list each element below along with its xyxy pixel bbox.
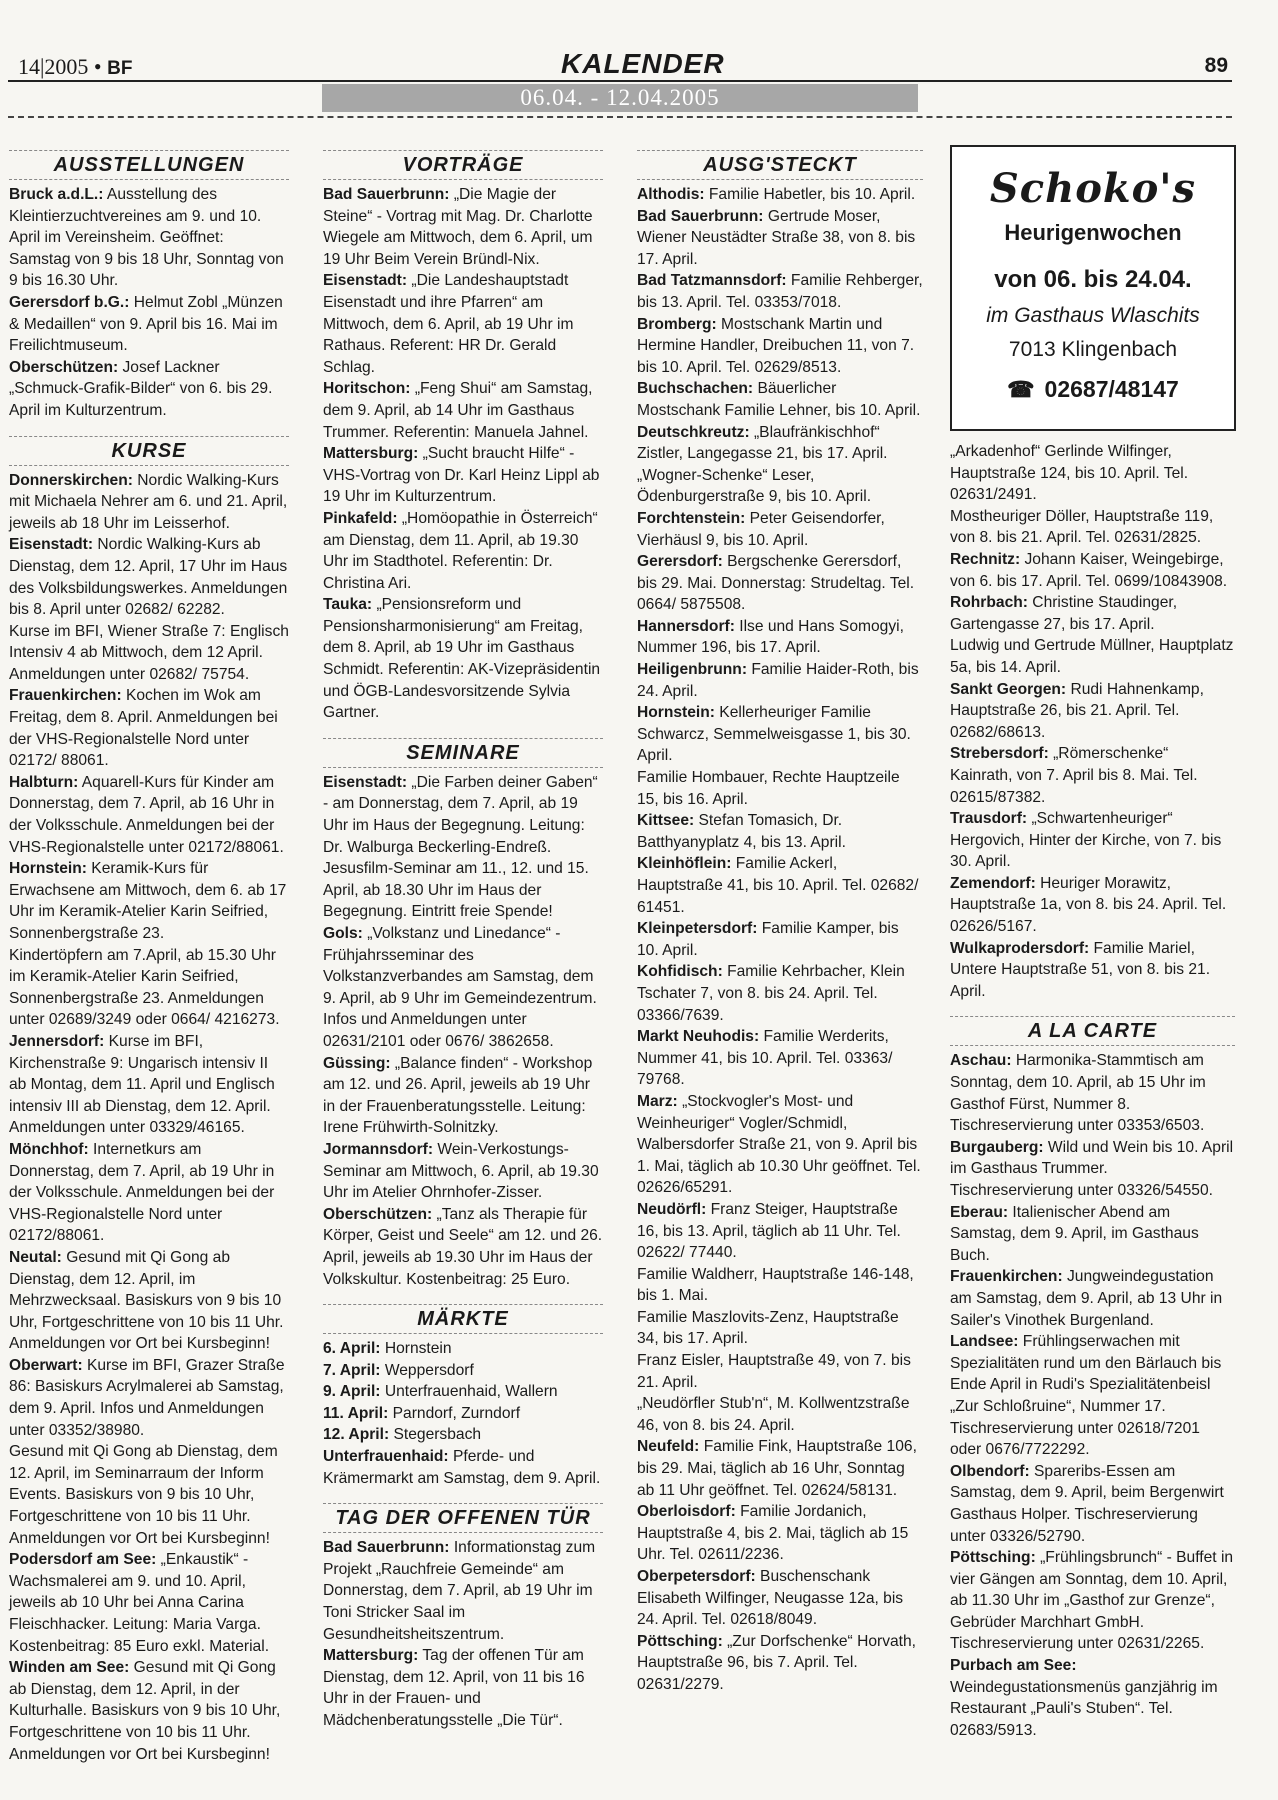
entry-location: Pinkafeld: — [323, 509, 398, 527]
entry-location: Forchtenstein: — [637, 509, 746, 527]
date-range: 06.04. - 12.04.2005 — [322, 84, 918, 112]
entry-text: „Zur Dorfschenke“ Horvath, Hauptstraße 96, bis 7. April. Tel. 02631/2279. — [637, 1632, 917, 1693]
entry-location: Markt Neuhodis: — [637, 1028, 760, 1046]
entry-text: Weindegustationsmenüs ganzjährig im Restaurant „Pauli's Stuben“. Tel. 02683/5913. — [950, 1678, 1218, 1739]
telephone-icon: ☎ — [1007, 377, 1035, 402]
entry-text: Unterfrauenhaid, Wallern — [380, 1383, 558, 1401]
entry-location: Kittsee: — [637, 812, 695, 830]
entry-text: Wein-Verkostungs-Seminar am Mittwoch, 6. April, ab 19.30 Uhr im Atelier Ohrnhofer-Zisser. — [323, 1140, 599, 1202]
entry-text: Franz Steiger, Hauptstraße 16, bis 13. April, täglich ab 11 Uhr. Tel. 02622/ 77440. — [637, 1200, 901, 1262]
entry-location: Purbach am See: — [950, 1657, 1077, 1675]
section-title: KALENDER — [561, 48, 725, 79]
entry-text: Johann Kaiser, Weingebirge, von 6. bis 17. April. Tel. 0699/10843908. — [950, 550, 1228, 590]
calendar-entry — [9, 1031, 289, 1139]
entry-location: Halbturn: — [9, 773, 79, 791]
entry-text: Gertrude Moser, Wiener Neustädter Straße 38, von 8. bis 17. April. — [637, 207, 916, 268]
calendar-entry — [323, 1139, 603, 1204]
calendar-entry — [9, 1441, 289, 1549]
calendar-entry — [637, 422, 923, 465]
calendar-entry — [637, 314, 923, 379]
entry-text: Buschenschank Elisabeth Wilfinger, Neugasse 12a, bis 24. April. Tel. 02618/8049. — [637, 1568, 904, 1629]
entry-location: Trausdorf: — [950, 810, 1028, 828]
entry-text: Familie Hombauer, Rechte Hauptzeile 15, bis 16. April. — [637, 769, 900, 808]
entry-location: Olbendorf: — [950, 1462, 1030, 1480]
ad-phone — [952, 376, 1234, 403]
entry-text: Italienischer Abend am Samstag, dem 9. April, im Gasthaus Buch. — [950, 1203, 1199, 1264]
calendar-entry — [950, 873, 1235, 938]
entry-location: Zemendorf: — [950, 874, 1036, 892]
calendar-entry — [637, 1436, 923, 1501]
entry-text: Keramik-Kurs für Erwachsene am Mittwoch, dem 6. ab 17 Uhr im Keramik-Atelier Karin Seifried, Sonnenbergstraße 23. — [9, 860, 287, 942]
entry-text: Informationstag zum Projekt „Rauchfreie Gemeinde“ am Donnerstag, dem 7. April, ab 19 Uhr im Toni Stricker Saal im Gesundheitsheitszentrum. — [323, 1539, 596, 1643]
entry-text: Familie Jordanich, Hauptstraße 4, bis 2. Mai, täglich ab 15 Uhr. Tel. 02611/2236. — [637, 1503, 909, 1564]
entry-location: Frauenkirchen: — [9, 687, 122, 705]
entry-text: „Die Magie der Steine“ - Vortrag mit Mag. Dr. Charlotte Wiegele am Mittwoch, dem 6. April, um 19 Uhr Beim Verein Bründl-Nix. — [323, 186, 593, 268]
entry-text: Stefan Tomasich, Dr. Batthyanyplatz 4, bis 13. April. — [637, 812, 846, 851]
entry-text: „Wogner-Schenke“ Leser, Ödenburgerstraße 9, bis 10. April. — [637, 466, 872, 506]
entry-text: Mostheuriger Döller, Hauptstraße 119, von 8. bis 21. April. Tel. 02631/2825. — [950, 507, 1214, 547]
column-1 — [9, 150, 289, 1765]
entry-text: Familie Haider-Roth, bis 24. April. — [637, 661, 919, 700]
calendar-entry — [637, 1566, 923, 1631]
entry-text: Familie Werderits, Nummer 41, bis 10. April. Tel. 03363/ 79768. — [637, 1028, 893, 1089]
calendar-entry — [323, 1204, 603, 1290]
entry-location: Oberschützen: — [9, 358, 119, 376]
entry-text: „Stockvogler's Most- und Weinheuriger“ Vogler/Schmidl, Walbersdorfer Straße 21, von 9. April bis 1. Mai, täglich ab 10.30 Uhr geöffnet. Tel. 02626/65291. — [637, 1092, 921, 1197]
calendar-entry — [9, 1139, 289, 1247]
calendar-entry — [637, 1091, 923, 1199]
entry-text: Stegersbach — [389, 1426, 482, 1444]
calendar-entry — [323, 1338, 603, 1360]
entry-text: Gesund mit Qi Gong ab Dienstag, dem 12. April, im Mehrzwecksaal. Basiskurs von 9 bis 10 Uhr, Fortgeschrittene von 10 bis 11 Uhr. Anmeldungen vor Ort bei Kursbeginn! — [9, 1248, 284, 1353]
entry-location: Eisenstadt: — [323, 272, 408, 290]
entry-text: Familie Waldherr, Hauptstraße 146-148, bis 1. Mai. — [637, 1265, 914, 1305]
calendar-entry — [950, 1547, 1235, 1655]
entry-text: „Frühlingsbrunch“ - Buffet in vier Gängen am Sonntag, dem 10. April, ab 11.30 Uhr im „Gasthof zur Grenze“, Gebrüder Marchhart GmbH. Tischreservierung unter 02631/2265. — [950, 1549, 1234, 1653]
entry-text: „Volkstanz und Linedance“ - Frühjahrsseminar des Volkstanzverbandes am Samstag, dem 9. April, ab 9 Uhr im Gemeindezentrum. Infos und Anmeldungen unter 02631/2101 oder 0676/ 3862658. — [323, 925, 597, 1050]
entry-location: 6. April: — [323, 1340, 381, 1358]
calendar-entry — [637, 702, 923, 767]
entry-location: Donnerskirchen: — [9, 471, 133, 489]
calendar-entry — [637, 1026, 923, 1091]
ad-headline: Heurigenwochen — [1004, 220, 1182, 245]
calendar-entry — [323, 184, 603, 270]
entry-text: „Die Farben deiner Gaben“ - am Donnerstag, dem 7. April, ab 19 Uhr im Haus der Begegnung. Leitung: Dr. Walburga Beckerling-Endreß. — [323, 773, 598, 856]
calendar-entry — [637, 1631, 923, 1696]
entry-text: Familie Mariel, Untere Hauptstraße 51, von 8. bis 21. April. — [950, 939, 1211, 1000]
entry-location: Jennersdorf: — [9, 1032, 105, 1050]
entry-text: Parndorf, Zurndorf — [388, 1404, 521, 1422]
column-3 — [637, 150, 923, 1696]
entry-location: Deutschkreutz: — [637, 423, 750, 441]
section-heading: AUSG'STECKT — [637, 150, 923, 180]
entry-text: Familie Rehberger, bis 13. April. Tel. 03353/7018. — [637, 272, 923, 311]
entry-location: Bad Sauerbrunn: — [323, 1539, 450, 1557]
entry-location: Horitschon: — [323, 380, 411, 398]
entry-text: Franz Eisler, Hauptstraße 49, von 7. bis 21. April. — [637, 1352, 911, 1391]
calendar-entry — [637, 1393, 923, 1436]
header-rule — [8, 80, 1232, 82]
calendar-entry — [9, 357, 289, 422]
calendar-entry — [637, 551, 923, 616]
calendar-entry — [950, 441, 1235, 506]
entry-text: Aquarell-Kurs für Kinder am Donnerstag, dem 7. April, ab 16 Uhr in der Volksschule. Anmeldungen bei der VHS-Regionalstelle unter 02172/88061. — [9, 773, 284, 856]
entry-location: Gols: — [323, 925, 363, 942]
entry-location: 11. April: — [323, 1404, 389, 1422]
entry-location: Pöttsching: — [637, 1632, 723, 1650]
entry-text: Hornstein — [380, 1340, 452, 1358]
entry-text: Nordic Walking-Kurs mit Michaela Nehrer am 6. und 21. April, jeweils ab 18 Uhr im Leisserhof. — [9, 471, 288, 532]
calendar-entry — [323, 772, 603, 858]
calendar-entry — [9, 534, 289, 620]
entry-text: Ludwig und Gertrude Müllner, Hauptplatz 5a, bis 14. April. — [950, 637, 1234, 676]
calendar-entry — [323, 443, 603, 508]
ad-logo: Schoko's — [989, 165, 1197, 212]
calendar-entry — [950, 808, 1235, 873]
column-4 — [950, 441, 1235, 1741]
entry-text: Heuriger Morawitz, Hauptstraße 1a, von 8. bis 24. April. Tel. 02626/5167. — [950, 874, 1227, 936]
entry-location: Rohrbach: — [950, 594, 1028, 612]
entry-text: Rudi Hahnenkamp, Hauptstraße 26, bis 21. April. Tel. 02682/68613. — [950, 680, 1204, 741]
entry-text: Familie Kamper, bis 10. April. — [637, 920, 899, 959]
entry-location: Rechnitz: — [950, 550, 1021, 568]
entry-location: Burgauberg: — [950, 1138, 1044, 1156]
calendar-entry — [950, 1202, 1235, 1267]
entry-text: Pferde- und Krämermarkt am Samstag, dem 9. April. — [323, 1448, 601, 1487]
entry-location: Heiligenbrunn: — [637, 661, 748, 679]
entry-text: Kellerheuriger Familie Schwarcz, Semmelweisgasse 1, bis 30. April. — [637, 704, 911, 765]
entry-location: Eisenstadt: — [323, 773, 408, 791]
entry-location: Mattersburg: — [323, 1647, 419, 1665]
entry-location: Oberloisdorf: — [637, 1503, 736, 1521]
issue-label: 14|2005 • BF — [18, 54, 133, 79]
entry-location: Güssing: — [323, 1054, 391, 1072]
calendar-entry — [9, 1355, 289, 1441]
calendar-entry — [9, 470, 289, 535]
entry-location: Oberwart: — [9, 1356, 83, 1374]
entry-location: Neutal: — [9, 1248, 62, 1266]
section-heading: TAG DER OFFENEN TÜR — [323, 1503, 603, 1533]
calendar-entry — [323, 1403, 603, 1425]
entry-location: Winden am See: — [9, 1659, 130, 1677]
calendar-entry — [323, 270, 603, 378]
entry-location: Podersdorf am See: — [9, 1551, 157, 1569]
entry-location: Frauenkirchen: — [950, 1268, 1063, 1286]
ad-phone-number: 02687/48147 — [1044, 376, 1179, 402]
entry-text: Kurse im BFI, Wiener Straße 7: Englisch Intensiv 4 ab Mittwoch, dem 12 April. Anmeldungen unter 02682/ 75754. — [9, 622, 289, 683]
calendar-entry — [9, 945, 289, 1031]
entry-text: Jesusfilm-Seminar am 11., 12. und 15. April, ab 18.30 Uhr im Haus der Begegnung. Eintritt freie Spende! — [323, 860, 589, 921]
calendar-entry — [9, 184, 289, 292]
entry-text: Kurse im BFI, Kirchenstraße 9: Ungarisch intensiv II ab Montag, dem 11. April und Englisch intensiv III ab Dienstag, dem 12. April. Anmeldungen unter 03329/46165. — [9, 1032, 275, 1137]
entry-text: Ausstellung des Kleintierzuchtvereines am 9. und 10. April im Vereinsheim. Geöffnet: Samstag von 9 bis 18 Uhr, Sonntag von 9 bis 16.30 Uhr. — [9, 186, 284, 290]
entry-location: Oberschützen: — [323, 1205, 433, 1223]
section-heading: KURSE — [9, 436, 289, 466]
entry-text: Jungweindegustation am Samstag, dem 9. April, ab 13 Uhr in Sailer's Vinothek Burgenland. — [950, 1268, 1223, 1329]
entry-location: Mönchhof: — [9, 1140, 89, 1158]
entry-location: Strebersdorf: — [950, 745, 1049, 763]
entry-location: Gerersdorf b.G.: — [9, 293, 130, 311]
entry-location: Bad Sauerbrunn: — [323, 186, 450, 203]
entry-text: Christine Staudinger, Gartengasse 27, bis 17. April. — [950, 594, 1178, 633]
calendar-entry — [950, 1461, 1235, 1547]
calendar-entry — [950, 679, 1235, 744]
entry-text: „Feng Shui“ am Samstag, dem 9. April, ab 14 Uhr im Gasthaus Trummer. Referentin: Manuela Jahnel. — [323, 380, 593, 441]
calendar-entry — [637, 508, 923, 551]
calendar-entry — [950, 506, 1235, 549]
entry-text: Kindertöpfern am 7.April, ab 15.30 Uhr im Keramik-Atelier Karin Seifried, Sonnenbergstraße 23. Anmeldungen unter 02689/3249 oder 0664/ 4216273. — [9, 946, 280, 1029]
entry-location: Tauka: — [323, 596, 373, 614]
section-heading: VORTRÄGE — [323, 150, 603, 180]
page-number: 89 — [1204, 54, 1228, 77]
entry-text: Helmut Zobl „Münzen & Medaillen“ von 9. April bis 16. Mai im Freilichtmuseum. — [9, 293, 283, 355]
calendar-entry — [637, 616, 923, 659]
entry-location: Neudörfl: — [637, 1200, 707, 1218]
entry-location: 7. April: — [323, 1361, 381, 1379]
entry-text: „Blaufränkischhof“ Zistler, Langegasse 21, bis 17. April. — [637, 423, 888, 463]
entry-text: Kurse im BFI, Grazer Straße 86: Basiskurs Acrylmalerei ab Samstag, dem 9. April. Infos und Anmeldungen unter 03352/38980. — [9, 1356, 285, 1439]
entry-text: Gesund mit Qi Gong ab Dienstag, dem 12. April, in der Kulturhalle. Basiskurs von 9 bis 10 Uhr, Fortgeschrittene von 10 bis 11 Uhr. Anmeldungen vor Ort bei Kursbeginn! — [9, 1659, 281, 1763]
entry-location: Buchschachen: — [637, 380, 754, 398]
calendar-entry — [637, 1199, 923, 1264]
calendar-entry — [637, 378, 923, 421]
entry-text: Frühlingserwachen mit Spezialitäten rund um den Bärlauch bis Ende April in Rudi's Spezialitätenbeisl „Zur Schloßruine“, Nummer 17. Tischreservierung unter 02618/7201 oder 0676/7722292. — [950, 1333, 1222, 1459]
entry-text: „Tanz als Therapie für Körper, Geist und Seele“ am 12. und 26. April, jeweils ab 19.30 Uhr im Haus der Volkskultur. Kostenbeitrag: 25 Euro. — [323, 1205, 603, 1288]
calendar-entry — [323, 1424, 603, 1446]
section-heading: AUSSTELLUNGEN — [9, 150, 289, 180]
calendar-entry — [637, 767, 923, 810]
calendar-entry — [637, 810, 923, 853]
ad-town: 7013 Klingenbach — [1008, 338, 1178, 361]
entry-location: Aschau: — [950, 1052, 1012, 1070]
entry-location: 9. April: — [323, 1383, 381, 1401]
advertisement-box — [950, 145, 1236, 431]
calendar-entry — [9, 772, 289, 858]
entry-location: Bruck a.d.L.: — [9, 186, 104, 203]
calendar-entry — [9, 621, 289, 686]
entry-text: Internetkurs am Donnerstag, dem 7. April, ab 19 Uhr in der Volksschule. Anmeldungen bei der VHS-Regionalstelle Nord unter 02172/88061. — [9, 1140, 275, 1245]
calendar-entry — [323, 1645, 603, 1731]
entry-text: „Homöopathie in Österreich“ am Dienstag, dem 11. April, ab 19.30 Uhr im Stadthotel. Referentin: Dr. Christina Ari. — [323, 509, 598, 592]
calendar-entry — [9, 858, 289, 944]
calendar-entry — [637, 465, 923, 508]
entry-location: Sankt Georgen: — [950, 680, 1067, 698]
calendar-entry — [9, 1549, 289, 1657]
calendar-entry — [950, 549, 1235, 592]
entry-location: Althodis: — [637, 186, 705, 203]
entry-location: Hornstein: — [637, 704, 715, 722]
entry-text: Ilse und Hans Somogyi, Nummer 196, bis 17. April. — [637, 617, 904, 657]
entry-text: Kochen im Wok am Freitag, dem 8. April. Anmeldungen bei der VHS-Regionalstelle Nord unter 02172/ 88061. — [9, 687, 278, 770]
entry-location: Jormannsdorf: — [323, 1140, 434, 1158]
entry-location: Bad Sauerbrunn: — [637, 207, 764, 225]
calendar-entry — [637, 206, 923, 271]
entry-location: Neufeld: — [637, 1438, 700, 1456]
ad-venue: im Gasthaus Wlaschits — [986, 304, 1200, 327]
entry-text: Familie Habetler, bis 10. April. — [704, 186, 916, 203]
calendar-entry — [950, 1266, 1235, 1331]
entry-text: „Römerschenke“ Kainrath, von 7. April bis 8. Mai. Tel. 02615/87382. — [950, 745, 1198, 806]
entry-location: 12. April: — [323, 1426, 390, 1444]
calendar-entry — [637, 853, 923, 918]
entry-location: Kleinhöflein: — [637, 855, 732, 873]
calendar-entry — [950, 1137, 1235, 1202]
entry-location: Hannersdorf: — [637, 617, 735, 635]
calendar-entry — [9, 685, 289, 771]
calendar-entry — [9, 1657, 289, 1765]
entry-location: Wulkaprodersdorf: — [950, 939, 1090, 957]
entry-location: Hornstein: — [9, 860, 87, 878]
entry-text: Familie Kehrbacher, Klein Tschater 7, von 8. bis 24. April. Tel. 03366/7639. — [637, 963, 905, 1024]
entry-location: Bromberg: — [637, 315, 717, 333]
entry-location: Eisenstadt: — [9, 536, 94, 554]
calendar-entry — [323, 508, 603, 594]
entry-text: Nordic Walking-Kurs ab Dienstag, dem 12. April, 17 Uhr im Haus des Volksbildungswerkes. Anmeldungen bis 8. April unter 02682/ 62282. — [9, 536, 288, 619]
entry-text: Familie Fink, Hauptstraße 106, bis 29. Mai, täglich ab 16 Uhr, Sonntag ab 11 Uhr geöffnet. Tel. 02624/58131. — [637, 1438, 917, 1499]
calendar-entry — [637, 184, 923, 206]
entry-text: „Enkaustik“ - Wachsmalerei am 9. und 10. April, jeweils ab 10 Uhr bei Anna Carina Fleischhacker. Leitung: Maria Varga. Kostenbeitrag: 85 Euro exkl. Material. — [9, 1551, 270, 1655]
entry-text: Tag der offenen Tür am Dienstag, dem 12. April, von 11 bis 16 Uhr in der Frauen- und Mädchenberatungsstelle „Die Tür“. — [323, 1647, 585, 1729]
entry-location: Kleinpetersdorf: — [637, 920, 758, 938]
entry-location: Unterfrauenhaid: — [323, 1448, 449, 1466]
entry-text: Harmonika-Stammtisch am Sonntag, dem 10. April, ab 15 Uhr im Gasthof Fürst, Nummer 8. Tischreservierung unter 03353/6503. — [950, 1052, 1206, 1135]
entry-text: „Balance finden“ - Workshop am 12. und 26. April, jeweils ab 19 Uhr in der Frauenberatungsstelle. Leitung: Irene Frühwirth-Solnitzky. — [323, 1054, 593, 1137]
calendar-entry — [637, 270, 923, 313]
entry-text: Mostschank Martin und Hermine Handler, Dreibuchen 11, von 7. bis 10. April. Tel. 02629/8513. — [637, 315, 915, 376]
calendar-entry — [323, 1537, 603, 1645]
calendar-entry — [950, 592, 1235, 635]
calendar-entry — [323, 378, 603, 443]
calendar-entry — [323, 1381, 603, 1403]
calendar-entry — [323, 1053, 603, 1139]
entry-text: „Pensionsreform und Pensionsharmonisierung“ am Freitag, dem 8. April, ab 19 Uhr im Gasthaus Schmidt. Referentin: AK-Vizepräsidentin und ÖGB-Landesvorsitzende Sylvia Gartner. — [323, 596, 601, 722]
entry-text: Peter Geisendorfer, Vierhäusl 9, bis 10. April. — [637, 509, 885, 549]
calendar-entry — [637, 1501, 923, 1566]
entry-location: Bad Tatzmannsdorf: — [637, 272, 787, 290]
entry-text: Josef Lackner „Schmuck-Grafik-Bilder“ von 6. bis 29. April im Kulturzentrum. — [9, 358, 273, 419]
entry-location: Eberau: — [950, 1203, 1009, 1221]
entry-location: Kohfidisch: — [637, 963, 723, 981]
calendar-entry — [323, 1446, 603, 1489]
entry-text: „Arkadenhof“ Gerlinde Wilfinger, Hauptstraße 124, bis 10. April. Tel. 02631/2491. — [950, 443, 1189, 504]
entry-text: Familie Ackerl, Hauptstraße 41, bis 10. April. Tel. 02682/ 61451. — [637, 855, 919, 916]
entry-location: Mattersburg: — [323, 445, 419, 463]
calendar-entry — [323, 1360, 603, 1382]
calendar-entry — [950, 1655, 1235, 1741]
entry-text: „Schwartenheuriger“ Hergovich, Hinter der Kirche, von 7. bis 30. April. — [950, 810, 1222, 871]
calendar-entry — [950, 938, 1235, 1003]
entry-location: Gerersdorf: — [637, 553, 723, 571]
entry-text: Bergschenke Gerersdorf, bis 29. Mai. Donnerstag: Strudeltag. Tel. 0664/ 5875508. — [637, 553, 915, 614]
column-2 — [323, 150, 603, 1732]
calendar-entry — [637, 1264, 923, 1307]
entry-location: Marz: — [637, 1092, 678, 1110]
entry-text: „Sucht braucht Hilfe“ - VHS-Vortrag von Dr. Karl Heinz Lippl ab 19 Uhr im Kulturzentrum. — [323, 445, 600, 506]
ad-dates: von 06. bis 24.04. — [994, 266, 1192, 293]
entry-text: Spareribs-Essen am Samstag, dem 9. April, beim Bergenwirt Gasthaus Holper. Tischreservierung unter 03326/52790. — [950, 1462, 1224, 1545]
section-heading: MÄRKTE — [323, 1304, 603, 1334]
calendar-entry — [637, 918, 923, 961]
calendar-entry — [637, 961, 923, 1026]
calendar-entry — [9, 1247, 289, 1355]
entry-text: „Neudörfler Stub'n“, M. Kollwentzstraße 46, von 8. bis 24. April. — [637, 1395, 910, 1434]
calendar-entry — [950, 1050, 1235, 1136]
entry-location: Pöttsching: — [950, 1549, 1036, 1567]
section-heading: A LA CARTE — [950, 1016, 1235, 1046]
section-heading: SEMINARE — [323, 738, 603, 768]
calendar-entry — [323, 594, 603, 724]
calendar-entry — [323, 858, 603, 923]
calendar-entry — [950, 743, 1235, 808]
entry-text: Familie Maszlovits-Zenz, Hauptstraße 34, bis 17. April. — [637, 1308, 899, 1348]
entry-location: Landsee: — [950, 1333, 1019, 1351]
entry-location: Oberpetersdorf: — [637, 1568, 756, 1585]
calendar-entry — [637, 1307, 923, 1350]
entry-text: Gesund mit Qi Gong ab Dienstag, dem 12. April, im Seminarraum der Inform Events. Basiskurs von 9 bis 10 Uhr, Fortgeschrittene von 10 bis 11 Uhr. Anmeldungen vor Ort bei Kursbeginn! — [9, 1443, 278, 1547]
entry-text: Wild und Wein bis 10. April im Gasthaus Trummer. Tischreservierung unter 03326/54550. — [950, 1138, 1234, 1199]
entry-text: Weppersdorf — [380, 1361, 474, 1379]
calendar-entry — [323, 923, 603, 1053]
calendar-entry — [950, 1331, 1235, 1461]
header-dashed-rule — [8, 116, 1232, 118]
calendar-entry — [9, 292, 289, 357]
entry-text: Bäuerlicher Mostschank Familie Lehner, bis 10. April. — [637, 380, 921, 419]
calendar-entry — [637, 1350, 923, 1393]
entry-text: „Die Landeshauptstadt Eisenstadt und ihre Pfarren“ am Mittwoch, dem 6. April, ab 19 Uhr im Rathaus. Referent: HR Dr. Gerald Schlag. — [323, 272, 574, 376]
calendar-entry — [950, 635, 1235, 678]
calendar-entry — [637, 659, 923, 702]
